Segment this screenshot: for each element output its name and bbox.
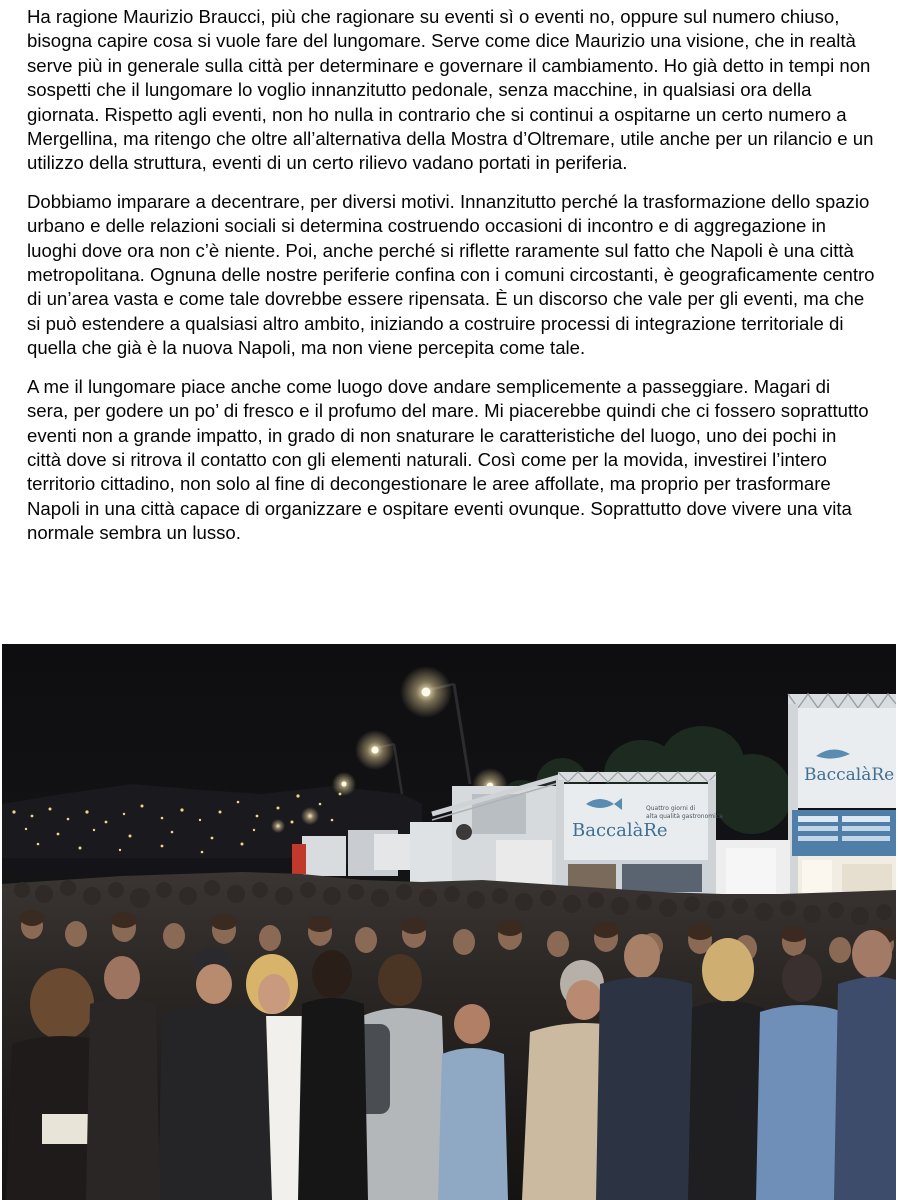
baccalare-sign-left: BaccalàRe — [572, 820, 668, 841]
post-photo[interactable] — [2, 644, 896, 1200]
post-paragraph-2: Dobbiamo imparare a decentrare, per diversi motivi. Innanzitutto perché la trasformazione dello spazio urbano e delle relazioni sociali si determina costruendo occasioni di incontro e di aggregazione in luoghi dove ora non c’è niente. Poi, anche perché si riflette raramente sul fatto che Napoli è una città metropolitana. Ognuna delle nostre periferie confina con i comuni circostanti, è geograficamente centro di un’area vasta e come tale dovrebbe essere ripensata. È un discorso che vale per gli eventi, ma che si può estendere a qualsiasi altro ambito, iniziando a costruire processi di integrazione territoriale di quella che già è la nuova Napoli, ma non viene percepita come tale. — [27, 190, 875, 359]
post-paragraph-3: A me il lungomare piace anche come luogo dove andare semplicemente a passeggiare. Magari di sera, per godere un po’ di fresco e il profumo del mare. Mi piacerebbe quindi che ci fossero soprattutto eventi non a grande impatto, in grado di non snaturare le caratteristiche del luogo, uno dei pochi in città dove si ritrova il contatto con gli elementi naturali. Così come per la movida, investirei l’intero territorio cittadino, non solo al fine di decongestionare le aree affollate, ma proprio per trasformare Napoli in una città capace di organizzare e ospitare eventi ovunque. Soprattutto dove vivere una vita normale sembra un lusso. — [27, 375, 869, 544]
post-text — [27, 5, 875, 560]
photo-crowd-lungomare — [2, 644, 896, 1200]
sign-tagline-2: alta qualità gastronomica — [646, 813, 723, 820]
post-paragraph-1: Ha ragione Maurizio Braucci, più che ragionare su eventi sì o eventi no, oppure sul numero chiuso, bisogna capire cosa si vuole fare del lungomare. Serve come dice Maurizio una visione, che in realtà serve più in generale sulla città per determinare e governare il cambiamento. Ho già detto in tempi non sospetti che il lungomare lo voglio innanzitutto pedonale, senza macchine, in qualsiasi ora della giornata. Rispetto agli eventi, non ho nulla in contrario che si continui a ospitarne un certo numero a Mergellina, ma ritengo che oltre all’alternativa della Mostra d’Oltremare, utile anche per un rilancio e un utilizzo della struttura, eventi di un certo rilievo vadano portati in periferia. — [27, 6, 874, 174]
sign-tagline-1: Quattro giorni di — [646, 805, 696, 812]
baccalare-sign-right: BaccalàRe — [804, 765, 895, 785]
bay-water — [2, 858, 302, 874]
